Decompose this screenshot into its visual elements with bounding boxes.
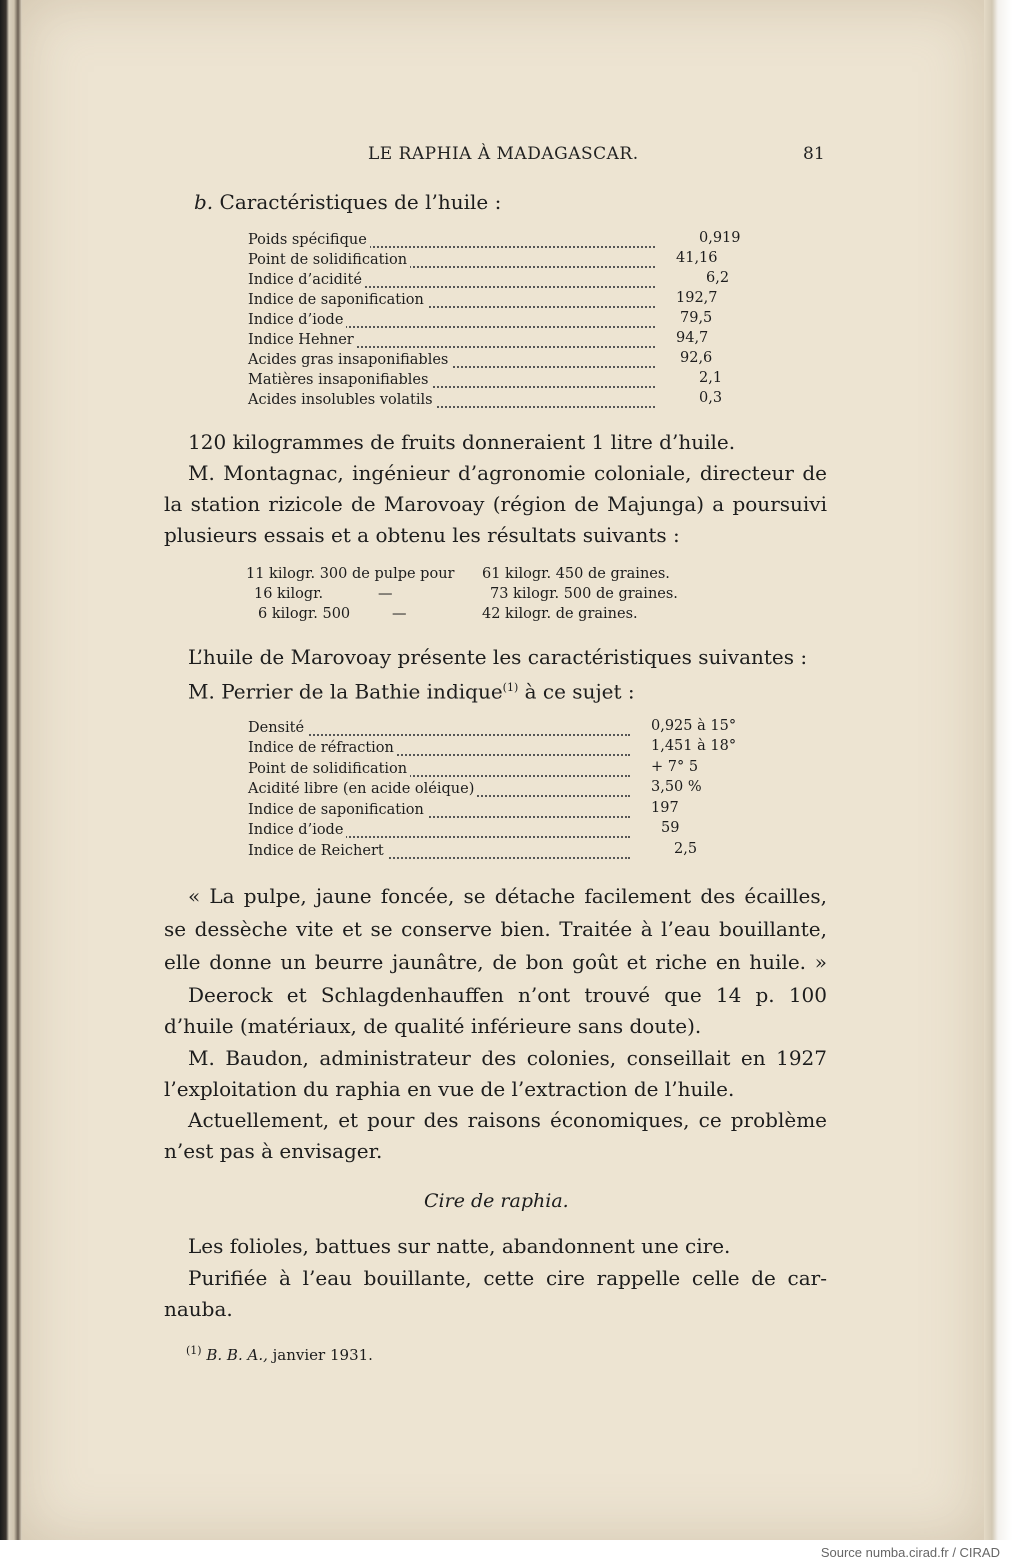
yield-cell: 11 kilogr. 300 de pulpe pour [246, 566, 455, 582]
paragraph: Les folioles, battues sur natte, abandonnent une cire. [188, 1234, 731, 1258]
table-row-value: 0,3 [699, 390, 723, 406]
quote-line: se dessèche vite et se conserve bien. Traitée à l’eau bouillante, [164, 917, 827, 941]
table-row-label: Acidité libre (en acide oléique) [248, 779, 477, 799]
table-row-label: Acides gras insaponifiables [248, 350, 451, 370]
table-row-value: + 7° 5 [651, 759, 699, 775]
table-row-value: 6,2 [706, 270, 730, 286]
footnote-text: janvier 1931. [272, 1346, 373, 1364]
table-row-label: Indice Hehner [248, 330, 357, 350]
page-number: 81 [803, 144, 825, 164]
paragraph-line: M. Montagnac, ingénieur d’agronomie coloniale, directeur de [188, 461, 827, 485]
paragraph-line: Purifiée à l’eau bouillante, cette cire rappelle celle de car- [188, 1266, 827, 1290]
paragraph-line: n’est pas à envisager. [164, 1139, 383, 1163]
table-row-label: Poids spécifique [248, 230, 370, 250]
section-b-heading [194, 186, 501, 218]
table-row-label: Indice d’acidité [248, 270, 365, 290]
table-row-value: 197 [651, 800, 679, 816]
table-row-value: 0,925 à 15° [651, 718, 737, 734]
paragraph: L’huile de Marovoay présente les caractéristiques suivantes : [188, 645, 808, 669]
page-right-edge [984, 0, 1012, 1540]
section-subheading: Cire de raphia. [424, 1190, 569, 1212]
table-row-value: 1,451 à 18° [651, 738, 737, 754]
yield-cell: — [378, 586, 393, 602]
paragraph-line: d’huile (matériaux, de qualité inférieure sans doute). [164, 1014, 702, 1038]
table-row-label: Indice d’iode [248, 820, 346, 840]
table-row-value: 2,5 [674, 841, 698, 857]
yield-cell: 42 kilogr. de graines. [482, 606, 638, 622]
table-row-value: 94,7 [676, 330, 709, 346]
paragraph-line: Actuellement, et pour des raisons économiques, ce problème [188, 1108, 827, 1132]
yield-cell: 61 kilogr. 450 de graines. [482, 566, 670, 582]
paragraph-line: la station rizicole de Marovoay (région de Majunga) a poursuivi [164, 492, 827, 516]
running-head: LE RAPHIA À MADAGASCAR. [368, 144, 639, 164]
table-row-label: Indice de saponification [248, 290, 427, 310]
yield-cell: 16 kilogr. [254, 586, 324, 602]
paragraph-line: l’exploitation du raphia en vue de l’extraction de l’huile. [164, 1077, 735, 1101]
table-row-value: 192,7 [676, 290, 718, 306]
paragraph: M. Perrier de la Bathie indique$^{(1)}$ à ce sujet : [188, 679, 635, 704]
footnote-ref: (1) [502, 681, 519, 694]
table-row-label: Acides insolubles volatils [248, 390, 436, 410]
table-row-value: 0,919 [699, 230, 741, 246]
yield-cell: — [392, 606, 407, 622]
source-credit[interactable]: Source numba.cirad.fr / CIRAD [820, 1545, 1000, 1560]
table-row-label: Indice de Reichert [248, 841, 387, 861]
table-row-value: 59 [661, 820, 680, 836]
table-row-label: Point de solidification [248, 250, 410, 270]
footnote-ref-abbrev: B. B. A., [206, 1346, 268, 1364]
table-row-value: 79,5 [680, 310, 713, 326]
table-row-label: Matières insaponifiables [248, 370, 431, 390]
table-row-value: 2,1 [699, 370, 723, 386]
table-row-label: Point de solidification [248, 759, 410, 779]
table-row-label: Indice de réfraction [248, 738, 397, 758]
table-row-value: 92,6 [680, 350, 713, 366]
paragraph-line: M. Baudon, administrateur des colonies, conseillait en 1927 [188, 1046, 827, 1070]
paragraph-line: Deerock et Schlagdenhauffen n’ont trouvé que 14 p. 100 [188, 983, 827, 1007]
paragraph: 120 kilogrammes de fruits donneraient 1 litre d’huile. [188, 430, 736, 454]
yield-cell: 73 kilogr. 500 de graines. [490, 586, 678, 602]
quote-line: elle donne un beurre jaunâtre, de bon goût et riche en huile. » [164, 950, 827, 974]
table-row-label: Indice d’iode [248, 310, 346, 330]
table-row-label: Densité [248, 718, 307, 738]
paragraph-line: nauba. [164, 1297, 233, 1321]
paragraph-line: plusieurs essais et a obtenu les résultats suivants : [164, 523, 680, 547]
section-title: Caractéristiques de l’huile : [219, 190, 502, 214]
quote-line: « La pulpe, jaune foncée, se détache facilement des écailles, [188, 884, 827, 908]
footnote-mark: (1) [186, 1344, 202, 1357]
yield-cell: 6 kilogr. 500 [258, 606, 351, 622]
table-row-value: 41,16 [676, 250, 718, 266]
table-row-label: Indice de saponification [248, 800, 427, 820]
footnote [186, 1344, 373, 1364]
section-letter: b. [194, 190, 214, 214]
table-row-value: 3,50 % [651, 779, 702, 795]
